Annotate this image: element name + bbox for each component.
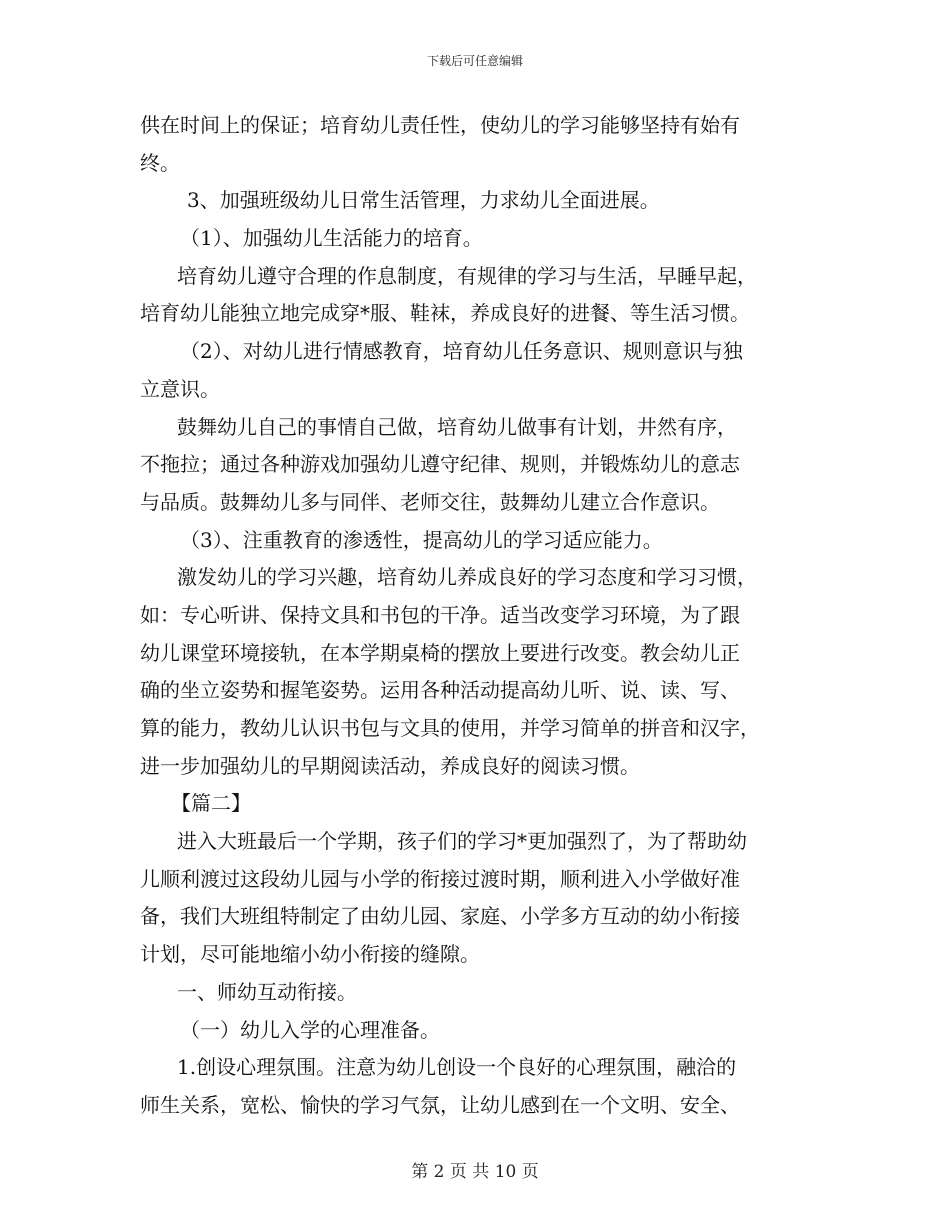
text-line: 立意识。 [140,376,220,401]
text-line: 培育幼儿能独立地完成穿*服、鞋袜，养成良好的进餐、等生活习惯。 [140,301,750,326]
text-line: 激发幼儿的学习兴趣，培育幼儿养成良好的学习态度和学习习惯， [177,565,757,590]
text-line: 3、加强班级幼儿日常生活管理，力求幼儿全面进展。 [187,188,660,213]
text-line: 终。 [140,150,180,175]
text-line: 计划，尽可能地缩小幼小衔接的缝隙。 [140,942,480,967]
text-line: 幼儿课堂环境接轨，在本学期桌椅的摆放上要进行改变。教会幼儿正 [140,640,740,665]
text-line: 与品质。鼓舞幼儿多与同伴、老师交往，鼓舞幼儿建立合作意识。 [140,489,720,514]
text-line: 供在时间上的保证；培育幼儿责任性，使幼儿的学习能够坚持有始有 [140,113,740,137]
text-line: 进入大班最后一个学期，孩子们的学习*更加强烈了，为了帮助幼 [177,829,747,854]
text-line: 如：专心听讲、保持文具和书包的干净。适当改变学习环境，为了跟 [140,602,740,627]
text-line: （一）幼儿入学的心理准备。 [180,1017,440,1042]
text-line: 鼓舞幼儿自己的事情自己做，培育幼儿做事有计划，井然有序， [177,414,737,439]
text-line: 儿顺利渡过这段幼儿园与小学的衔接过渡时期，顺利进入小学做好准 [140,866,740,891]
text-line: 算的能力，教幼儿认识书包与文具的使用，并学习简单的拼音和汉字， [140,716,760,740]
page-number: 第 2 页 共 10 页 [411,1162,539,1182]
text-line: （1）、加强幼儿生活能力的培育。 [180,226,483,251]
text-line: 备，我们大班组特制定了由幼儿园、家庭、小学多方互动的幼小衔接 [140,904,740,929]
text-line: 师生关系，宽松、愉快的学习气氛，让幼儿感到在一个文明、安全、 [140,1092,740,1117]
text-line: 一、师幼互动衔接。 [177,979,357,1004]
document-body [140,107,810,1125]
text-line: （2）、对幼儿进行情感教育，培育幼儿任务意识、规则意识与独 [180,339,743,364]
text-line: 确的坐立姿势和握笔姿势。运用各种活动提高幼儿听、说、读、写、 [140,678,740,703]
section-heading: 【篇二】 [171,791,251,816]
text-line: 不拖拉；通过各种游戏加强幼儿遵守纪律、规则，并锻炼幼儿的意志 [140,452,740,477]
text-line: 培育幼儿遵守合理的作息制度，有规律的学习与生活，早睡早起， [177,263,757,288]
text-line: （3）、注重教育的渗透性，提高幼儿的学习适应能力。 [180,527,663,552]
text-line: 进一步加强幼儿的早期阅读活动，养成良好的阅读习惯。 [140,753,640,778]
page-header: 下载后可任意编辑 [426,54,523,68]
text-line: 1.创设心理氛围。注意为幼儿创设一个良好的心理氛围，融洽的 [177,1055,737,1080]
